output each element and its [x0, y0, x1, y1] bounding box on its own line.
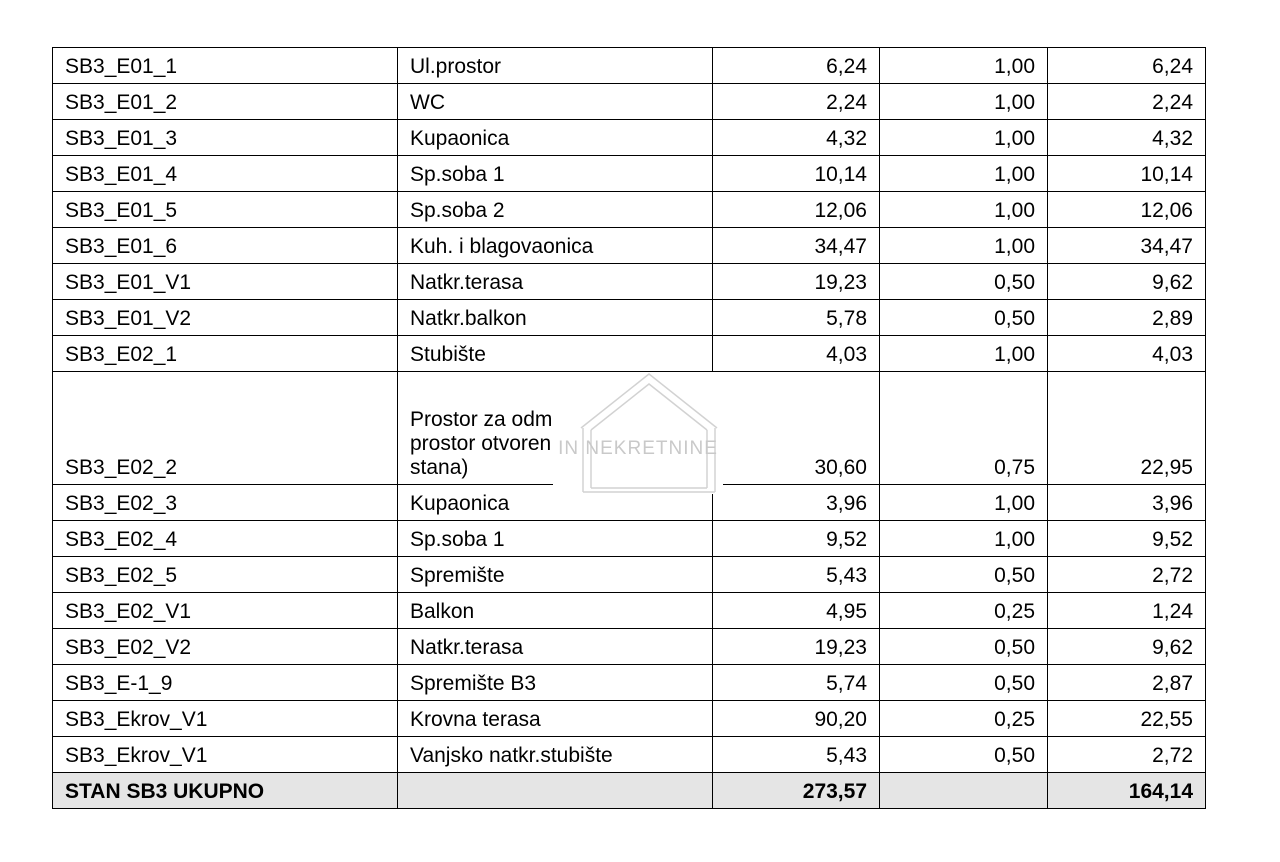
- net-area-cell: 2,72: [1048, 737, 1206, 773]
- area-cell: 4,32: [713, 120, 880, 156]
- coefficient-cell: 1,00: [880, 485, 1048, 521]
- room-name-line: Prostor za odm: [410, 408, 553, 431]
- table-row: [53, 629, 1206, 665]
- room-code-cell: SB3_E02_3: [53, 485, 398, 521]
- coefficient-cell: 0,50: [880, 264, 1048, 300]
- total-area-cell: 273,57: [713, 773, 880, 809]
- net-area-cell: 2,24: [1048, 84, 1206, 120]
- coefficient-cell: 0,75: [880, 372, 1048, 485]
- area-cell: 19,23: [713, 629, 880, 665]
- coefficient-cell: 0,25: [880, 593, 1048, 629]
- net-area-cell: 12,06: [1048, 192, 1206, 228]
- coefficient-cell: 1,00: [880, 48, 1048, 84]
- room-code-cell: SB3_E01_6: [53, 228, 398, 264]
- coefficient-cell: 1,00: [880, 336, 1048, 372]
- room-code-cell: SB3_Ekrov_V1: [53, 737, 398, 773]
- total-row: [53, 773, 1206, 809]
- coefficient-cell: 1,00: [880, 84, 1048, 120]
- room-name-cell: Natkr.terasa: [398, 629, 713, 665]
- room-name-cell: Vanjsko natkr.stubište: [398, 737, 713, 773]
- coefficient-cell: 0,50: [880, 629, 1048, 665]
- room-code-cell: SB3_E02_1: [53, 336, 398, 372]
- room-name-cell: Sp.soba 2: [398, 192, 713, 228]
- table-row: [53, 48, 1206, 84]
- area-cell: 4,03: [713, 336, 880, 372]
- room-code-cell: SB3_E02_V2: [53, 629, 398, 665]
- room-code-cell: SB3_E01_1: [53, 48, 398, 84]
- net-area-cell: 34,47: [1048, 228, 1206, 264]
- room-name-cell: Stubište: [398, 336, 713, 372]
- table-row: [53, 84, 1206, 120]
- room-code-cell: SB3_E02_4: [53, 521, 398, 557]
- coefficient-cell: 0,50: [880, 557, 1048, 593]
- area-cell: 5,78: [713, 300, 880, 336]
- room-name-cell: WC: [398, 84, 713, 120]
- net-area-cell: 9,62: [1048, 264, 1206, 300]
- room-code-cell: SB3_E01_V2: [53, 300, 398, 336]
- room-name-cell: Krovna terasa: [398, 701, 713, 737]
- room-name-cell: Kupaonica: [398, 485, 713, 521]
- net-area-cell: 2,87: [1048, 665, 1206, 701]
- table-row: [53, 192, 1206, 228]
- room-code-cell: SB3_E01_2: [53, 84, 398, 120]
- house-outline-icon: [553, 372, 723, 494]
- coefficient-cell: 0,25: [880, 701, 1048, 737]
- total-empty-cell: [880, 773, 1048, 809]
- table-row: [53, 737, 1206, 773]
- room-name-cell: Balkon: [398, 593, 713, 629]
- room-name-cell: Spremište B3: [398, 665, 713, 701]
- net-area-cell: 4,32: [1048, 120, 1206, 156]
- room-name-cell: Ul.prostor: [398, 48, 713, 84]
- table-row: [53, 593, 1206, 629]
- coefficient-cell: 0,50: [880, 665, 1048, 701]
- table-row: [53, 557, 1206, 593]
- coefficient-cell: 0,50: [880, 737, 1048, 773]
- net-area-cell: 4,03: [1048, 336, 1206, 372]
- coefficient-cell: 1,00: [880, 120, 1048, 156]
- net-area-cell: 3,96: [1048, 485, 1206, 521]
- room-name-cell: Kupaonica: [398, 120, 713, 156]
- room-code-cell: SB3_E01_4: [53, 156, 398, 192]
- area-cell: 5,43: [713, 737, 880, 773]
- room-name-cell: Sp.soba 1: [398, 521, 713, 557]
- net-area-cell: 6,24: [1048, 48, 1206, 84]
- room-name-cell: Natkr.terasa: [398, 264, 713, 300]
- coefficient-cell: 1,00: [880, 521, 1048, 557]
- room-name-line: prostor otvoren: [410, 432, 552, 455]
- table-row: [53, 665, 1206, 701]
- room-code-cell: SB3_Ekrov_V1: [53, 701, 398, 737]
- coefficient-cell: 1,00: [880, 228, 1048, 264]
- table-row: [53, 228, 1206, 264]
- area-cell: 3,96: [713, 485, 880, 521]
- area-cell: 5,74: [713, 665, 880, 701]
- room-name-line: stana): [410, 456, 469, 479]
- net-area-cell: 22,95: [1048, 372, 1206, 485]
- room-code-cell: SB3_E-1_9: [53, 665, 398, 701]
- area-cell: 12,06: [713, 192, 880, 228]
- area-cell: 5,43: [713, 557, 880, 593]
- area-cell: 2,24: [713, 84, 880, 120]
- table-row: [53, 701, 1206, 737]
- area-cell: 19,23: [713, 264, 880, 300]
- net-area-cell: 22,55: [1048, 701, 1206, 737]
- room-name-cell: Spremište: [398, 557, 713, 593]
- total-net-area-cell: 164,14: [1048, 773, 1206, 809]
- total-empty-cell: [398, 773, 713, 809]
- table-row: [53, 300, 1206, 336]
- area-cell: 6,24: [713, 48, 880, 84]
- coefficient-cell: 1,00: [880, 156, 1048, 192]
- total-label-cell: STAN SB3 UKUPNO: [53, 773, 398, 809]
- room-name-cell: Natkr.balkon: [398, 300, 713, 336]
- net-area-cell: 9,62: [1048, 629, 1206, 665]
- area-cell: 34,47: [713, 228, 880, 264]
- net-area-cell: 1,24: [1048, 593, 1206, 629]
- net-area-cell: 2,72: [1048, 557, 1206, 593]
- area-cell: 90,20: [713, 701, 880, 737]
- coefficient-cell: 0,50: [880, 300, 1048, 336]
- room-code-cell: SB3_E01_5: [53, 192, 398, 228]
- area-cell: 30,60: [713, 372, 880, 485]
- area-cell: 10,14: [713, 156, 880, 192]
- room-name-cell: Sp.soba 1: [398, 156, 713, 192]
- room-code-cell: SB3_E01_3: [53, 120, 398, 156]
- net-area-cell: 10,14: [1048, 156, 1206, 192]
- room-code-cell: SB3_E02_5: [53, 557, 398, 593]
- table-row: [53, 264, 1206, 300]
- table-row: [53, 521, 1206, 557]
- table-row: [53, 120, 1206, 156]
- room-code-cell: SB3_E02_V1: [53, 593, 398, 629]
- area-cell: 4,95: [713, 593, 880, 629]
- table-row: [53, 156, 1206, 192]
- room-code-cell: SB3_E01_V1: [53, 264, 398, 300]
- room-code-cell: SB3_E02_2: [53, 372, 398, 485]
- net-area-cell: 9,52: [1048, 521, 1206, 557]
- area-cell: 9,52: [713, 521, 880, 557]
- table-row: [53, 336, 1206, 372]
- net-area-cell: 2,89: [1048, 300, 1206, 336]
- watermark: [553, 372, 723, 494]
- watermark-text: IN NEKRETNINE: [558, 438, 718, 459]
- coefficient-cell: 1,00: [880, 192, 1048, 228]
- room-name-cell: Kuh. i blagovaonica: [398, 228, 713, 264]
